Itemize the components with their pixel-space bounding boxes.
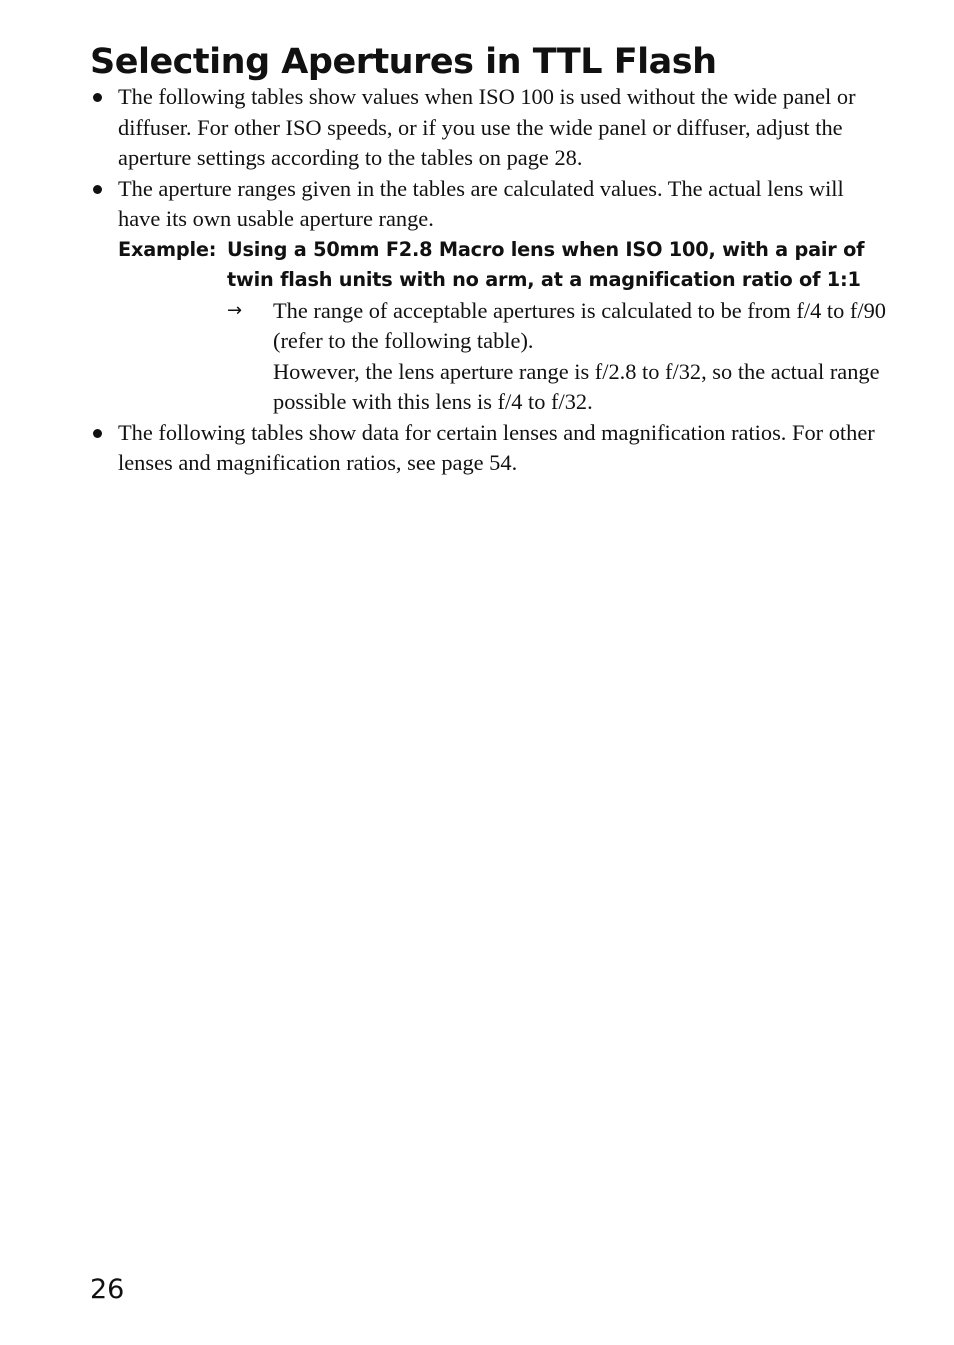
bullet-icon (93, 93, 102, 102)
arrow-right-icon: → (227, 299, 243, 321)
bullet-icon (93, 429, 102, 438)
example-result-text: The range of acceptable apertures is calculated to be from f/4 to f/90 (refer to the following table). (273, 297, 886, 353)
example-result-note: However, the lens aperture range is f/2.8 to f/32, so the actual range possible with this lens is f/4 to f/32. (273, 358, 880, 414)
example-result (227, 296, 890, 418)
example-text: Using a 50mm F2.8 Macro lens when ISO 100, with a pair of twin flash units with no arm, at a magnification ratio of 1:1 (227, 237, 865, 291)
bullet-item-other-lenses (90, 418, 890, 479)
bullet-item-iso (90, 82, 890, 174)
example-label: Example: (118, 237, 217, 261)
bullet-item-aperture-range (90, 174, 890, 235)
bullet-icon (93, 185, 102, 194)
example-block (118, 235, 890, 296)
page-number: 26 (90, 1274, 125, 1305)
bullet-text: The aperture ranges given in the tables are calculated values. The actual lens will have its own usable aperture range. (118, 175, 844, 231)
page-content (90, 82, 890, 479)
page-title: Selecting Apertures in TTL Flash (90, 42, 717, 82)
bullet-text: The following tables show values when ISO 100 is used without the wide panel or diffuser. For other ISO speeds, or if you use the wide panel or diffuser, adjust the aperture settings according to the tables on page 28. (118, 84, 856, 170)
bullet-text: The following tables show data for certain lenses and magnification ratios. For other lenses and magnification ratios, see page 54. (118, 419, 875, 475)
